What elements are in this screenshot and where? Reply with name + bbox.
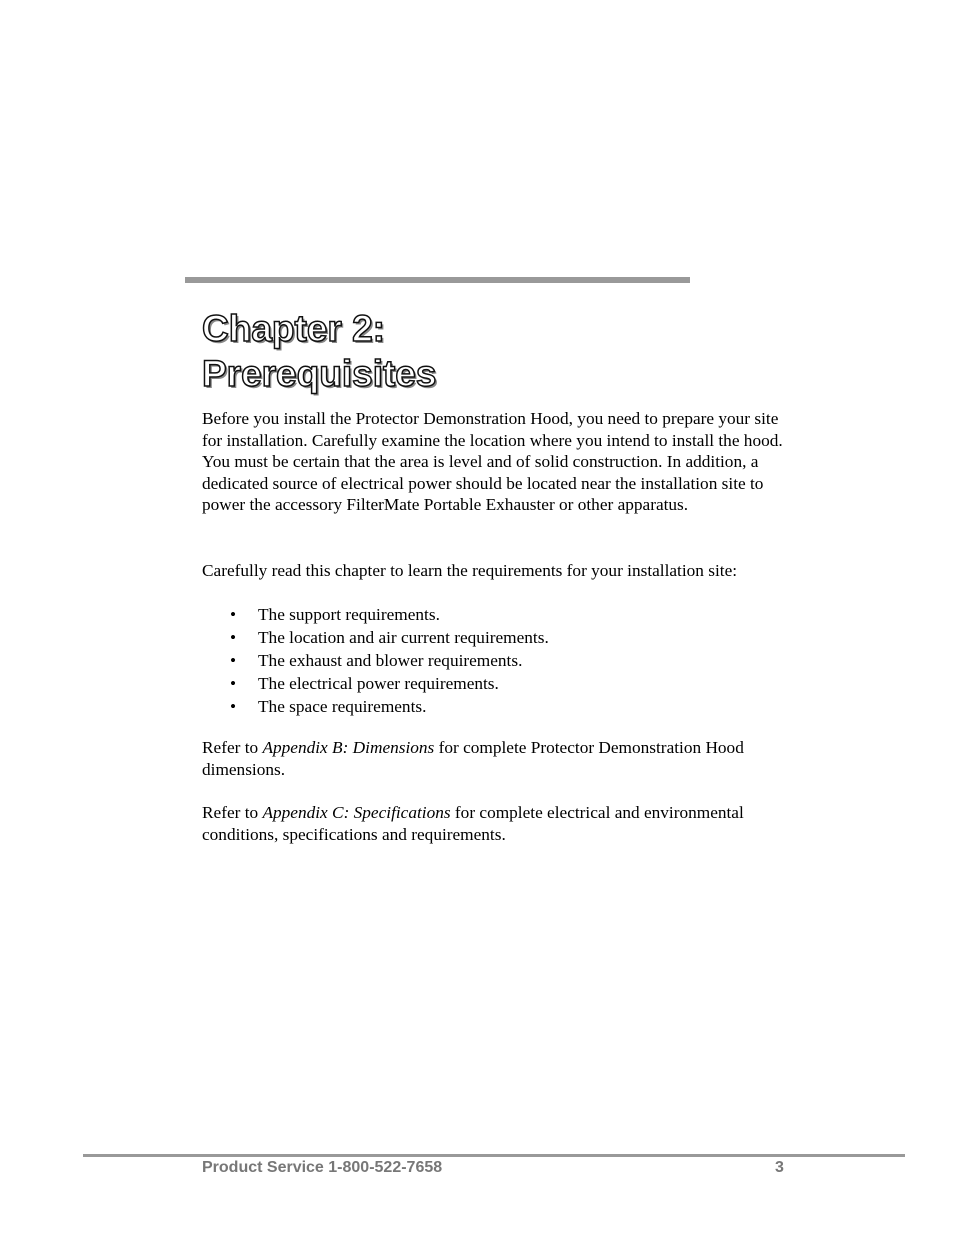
read-chapter-paragraph: Carefully read this chapter to learn the requirements for your installation site: — [202, 561, 738, 580]
bullet-icon: • — [230, 697, 237, 716]
list-item-text: The space requirements. — [258, 697, 427, 716]
list-item — [202, 603, 549, 626]
appendix-c-paragraph — [202, 802, 792, 845]
appendix-b-paragraph — [202, 737, 792, 780]
list-item — [202, 649, 549, 672]
appendix-c-suffix: for complete electrical and environmental conditions, specifications and requirements. — [202, 803, 744, 844]
bullet-icon: • — [230, 628, 237, 647]
bullet-icon: • — [230, 674, 237, 693]
list-item — [202, 626, 549, 649]
appendix-b-prefix: Refer to — [202, 738, 263, 757]
bullet-icon: • — [230, 605, 237, 624]
requirements-list — [202, 603, 549, 718]
footer-page-number: 3 — [775, 1159, 784, 1176]
list-item — [202, 672, 549, 695]
appendix-b-suffix: for complete Protector Demonstration Hood dimensions. — [202, 738, 744, 779]
appendix-b-reference: Appendix B: Dimensions — [262, 738, 435, 757]
appendix-c-reference: Appendix C: Specifications — [262, 803, 451, 822]
appendix-c-prefix: Refer to — [202, 803, 263, 822]
list-item — [202, 695, 549, 718]
list-item-text: The electrical power requirements. — [258, 674, 499, 693]
chapter-top-rule — [185, 277, 690, 283]
list-item-text: The support requirements. — [258, 605, 440, 624]
list-item-text: The exhaust and blower requirements. — [258, 651, 523, 670]
chapter-title-line-2: Prerequisites — [202, 353, 437, 394]
intro-paragraph: Before you install the Protector Demonstration Hood, you need to prepare your site for installation. Carefully examine the location where you intend to install the hood. You must be certain that the area is level and of solid construction. In addition, a dedicated source of electrical power should be located near the installation site to power the accessory FilterMate Portable Exhauster or other apparatus. — [202, 409, 783, 514]
footer-rule — [83, 1154, 905, 1157]
chapter-title — [202, 306, 436, 396]
bullet-icon: • — [230, 651, 237, 670]
list-item-text: The location and air current requirements. — [258, 628, 549, 647]
chapter-title-line-1: Chapter 2: — [202, 308, 385, 349]
footer-product-service: Product Service 1-800-522-7658 — [202, 1159, 443, 1176]
